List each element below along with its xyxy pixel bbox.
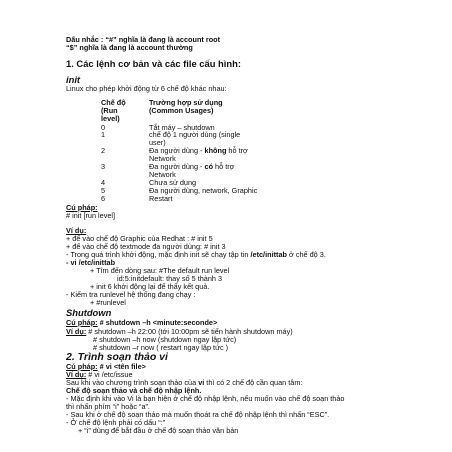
vi-modes: Chế độ soạn thảo và chế độ nhập lệnh. [66, 386, 202, 395]
init-syntax: # init [run level] [66, 211, 116, 220]
table-row-usage: Đa người dùng, network, Graphic [149, 186, 258, 195]
table-header-usage-1: Trường hợp sử dụng [149, 98, 223, 107]
table-header-level-1: Chế độ [101, 98, 126, 107]
table-row-usage: Đa người dùng - có hỗ trợ [149, 162, 235, 171]
table-header-usage-2: (Common Usages) [149, 106, 214, 115]
shutdown-heading: Shutdown [66, 307, 112, 318]
table-header-level-2: (Run [101, 106, 118, 115]
table-row-level: 2 [101, 146, 106, 155]
init-note: - Trong quá trình khởi động, mặc định init sẽ chạy tập tin /etc/inittab ở chế độ 3. [66, 250, 326, 259]
section-1-title: 1. Các lệnh cơ bản và các file cấu hình: [66, 58, 241, 69]
init-example-2: + để vào chế độ textmode đa người dùng: # init 3 [66, 242, 226, 251]
table-row-usage: Restart [149, 194, 173, 203]
init-example-1: + để vào chế độ Graphic của Redhat : # init 5 [66, 234, 213, 243]
vi-line-5: - Ở chế độ lệnh phải có dấu “:” [66, 418, 166, 427]
vi-line-6: + “i” dùng để bắt đầu ở chế độ soạn thảo văn bản [78, 426, 239, 435]
vi-syntax-line: Cú pháp: # vi <tên file> [66, 362, 146, 371]
vi-line-1: Sau khi vào chương trình soạn thảo của vi thì có 2 chế độ cần quan tâm: [66, 378, 303, 387]
inittab-line-5: + #runlevel [90, 298, 126, 307]
inittab-line-4: - Kiểm tra runlevel hệ thống đang chạy : [66, 290, 196, 299]
intro-line-1: Dấu nhắc : “#” nghĩa là đang là account root [66, 35, 221, 44]
init-heading: init [66, 74, 81, 85]
table-row-level: 0 [101, 123, 106, 132]
inittab-line-3: + init 6 khởi động lại để thấy kết quả. [90, 282, 210, 291]
init-syntax-label: Cú pháp: [66, 203, 98, 212]
table-row-usage-cont: user) [149, 138, 166, 147]
table-row-level: 4 [101, 178, 106, 187]
vi-line-4: - Sau khi ở chế độ soạn thảo mà muốn thoát ra chế độ nhập lệnh thì nhấn “ESC”. [66, 410, 330, 419]
table-row-level: 1 [101, 130, 106, 139]
table-row-usage-cont: Network [149, 170, 176, 179]
table-row-level: 6 [101, 194, 106, 203]
inittab-heading: - vi /etc/inittab [66, 258, 116, 267]
table-row-usage: Tắt máy – shutdown [149, 123, 215, 132]
init-example-label: Ví dụ: [66, 226, 87, 235]
inittab-line-2: id:5:initdefault: thay số 5 thành 3 [117, 274, 223, 283]
shutdown-example-2: # shutdown –h now (shutdown ngay lập tức) [93, 335, 237, 344]
init-description: Linux cho phép khởi động từ 6 chế độ khác nhau: [66, 84, 227, 93]
shutdown-example-3: # shutdown –r now ( restart ngay lập tức ) [93, 343, 229, 352]
section-2-title: 2. Trình soạn thảo vi [66, 351, 168, 363]
table-header-level-3: level) [101, 114, 120, 123]
table-row-usage: Đa người dùng - không hỗ trợ [149, 146, 248, 155]
vi-line-3: thì nhấn phím “i” hoặc “a”. [66, 402, 150, 411]
table-row-usage: chế độ 1 người dùng (single [149, 130, 241, 139]
vi-example-line: Ví dụ: # vi /etc/issue [66, 370, 133, 379]
vi-line-2: - Mặc định khi vào Vi là bạn hiện ở chế độ nhập lệnh, nếu muốn vào chế độ soạn thảo [66, 394, 345, 403]
table-row-level: 5 [101, 186, 106, 195]
table-row-usage: Chưa sử dụng [149, 178, 197, 187]
inittab-line-1: + Tìm đến dòng sau: #The default run level [90, 266, 230, 275]
intro-line-2: “$” nghĩa là đang là account thường [66, 43, 193, 52]
shutdown-example-line: Ví dụ: # shutdown –h 22:00 (tới 10:00pm sẽ tiến hành shutdown máy) [66, 327, 293, 336]
shutdown-syntax-line: Cú pháp: # shutdown –h <minute:seconde> [66, 318, 218, 327]
table-row-usage-cont: Network [149, 154, 176, 163]
table-row-level: 3 [101, 162, 106, 171]
